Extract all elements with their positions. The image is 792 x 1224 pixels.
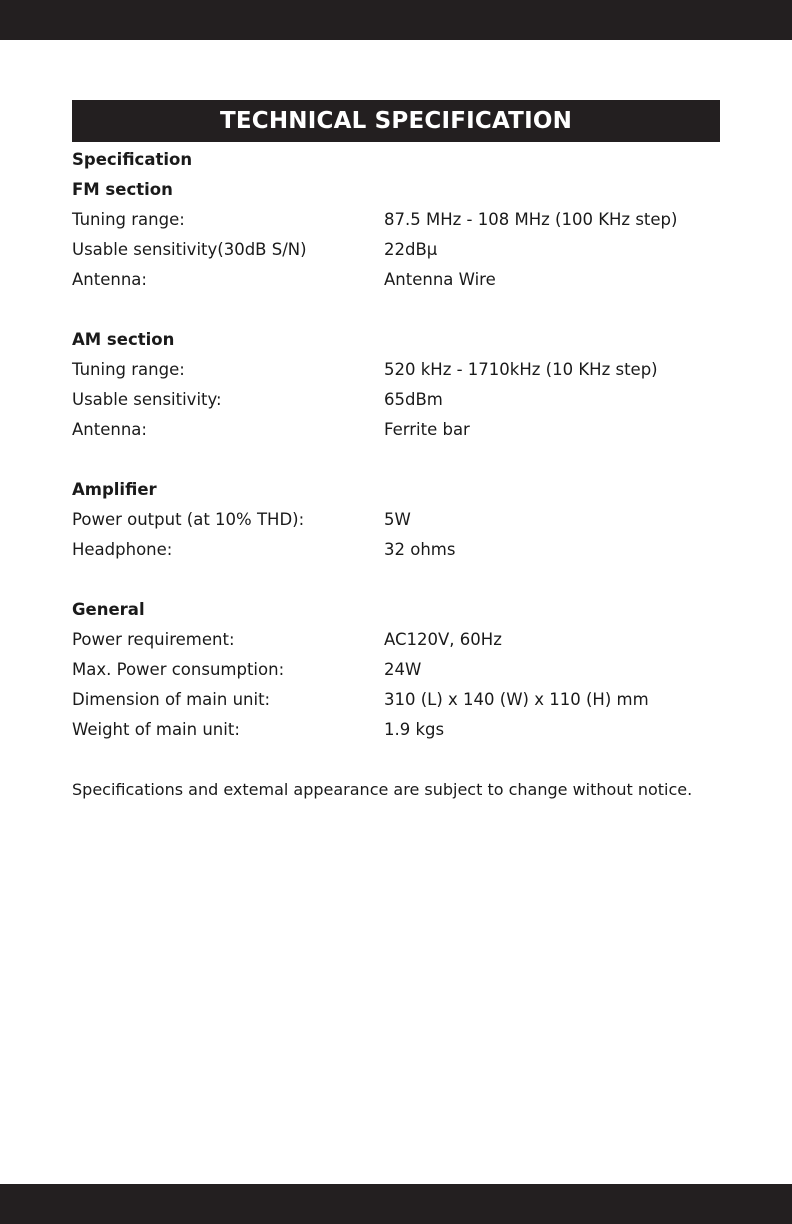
bottom-bar <box>0 1184 792 1224</box>
section-heading-am: AM section <box>72 330 175 349</box>
spec-content <box>72 145 732 805</box>
spec-row <box>72 655 732 685</box>
spec-label: Dimension of main unit: <box>72 690 271 709</box>
section-heading-amplifier: Amplifier <box>72 480 157 499</box>
section-heading-fm: FM section <box>72 180 173 199</box>
section-spacer <box>72 565 732 595</box>
spec-row <box>72 205 732 235</box>
spec-heading: Specification <box>72 150 193 169</box>
spec-value: Ferrite bar <box>384 420 470 439</box>
spec-label: Tuning range: <box>72 210 185 229</box>
spec-value: 310 (L) x 140 (W) x 110 (H) mm <box>384 690 649 709</box>
spec-value: 5W <box>384 510 411 529</box>
spec-label: Antenna: <box>72 420 147 439</box>
spec-label: Power output (at 10% THD): <box>72 510 305 529</box>
spec-row <box>72 415 732 445</box>
page-title: TECHNICAL SPECIFICATION <box>72 100 720 142</box>
spec-row <box>72 685 732 715</box>
spec-value: 22dBμ <box>384 240 438 259</box>
section-spacer <box>72 295 732 325</box>
footnote: Specifications and extemal appearance are subject to change without notice. <box>72 780 693 799</box>
spec-row <box>72 505 732 535</box>
section-spacer <box>72 445 732 475</box>
spec-row <box>72 355 732 385</box>
spec-value: AC120V, 60Hz <box>384 630 502 649</box>
spec-label: Usable sensitivity: <box>72 390 222 409</box>
spec-label: Antenna: <box>72 270 147 289</box>
spec-row <box>72 385 732 415</box>
spec-label: Max. Power consumption: <box>72 660 285 679</box>
spec-label: Usable sensitivity(30dB S/N) <box>72 240 307 259</box>
spec-row <box>72 535 732 565</box>
spec-value: Antenna Wire <box>384 270 496 289</box>
spec-value: 32 ohms <box>384 540 456 559</box>
top-bar <box>0 0 792 40</box>
spec-label: Headphone: <box>72 540 173 559</box>
spec-row <box>72 715 732 745</box>
spec-value: 87.5 MHz - 108 MHz (100 KHz step) <box>384 210 678 229</box>
spec-value: 65dBm <box>384 390 443 409</box>
spec-row <box>72 625 732 655</box>
spec-label: Tuning range: <box>72 360 185 379</box>
spec-value: 1.9 kgs <box>384 720 445 739</box>
spec-label: Weight of main unit: <box>72 720 240 739</box>
spec-label: Power requirement: <box>72 630 235 649</box>
spec-row <box>72 265 732 295</box>
section-heading-general: General <box>72 600 145 619</box>
spec-row <box>72 235 732 265</box>
spec-value: 520 kHz - 1710kHz (10 KHz step) <box>384 360 658 379</box>
spec-value: 24W <box>384 660 422 679</box>
